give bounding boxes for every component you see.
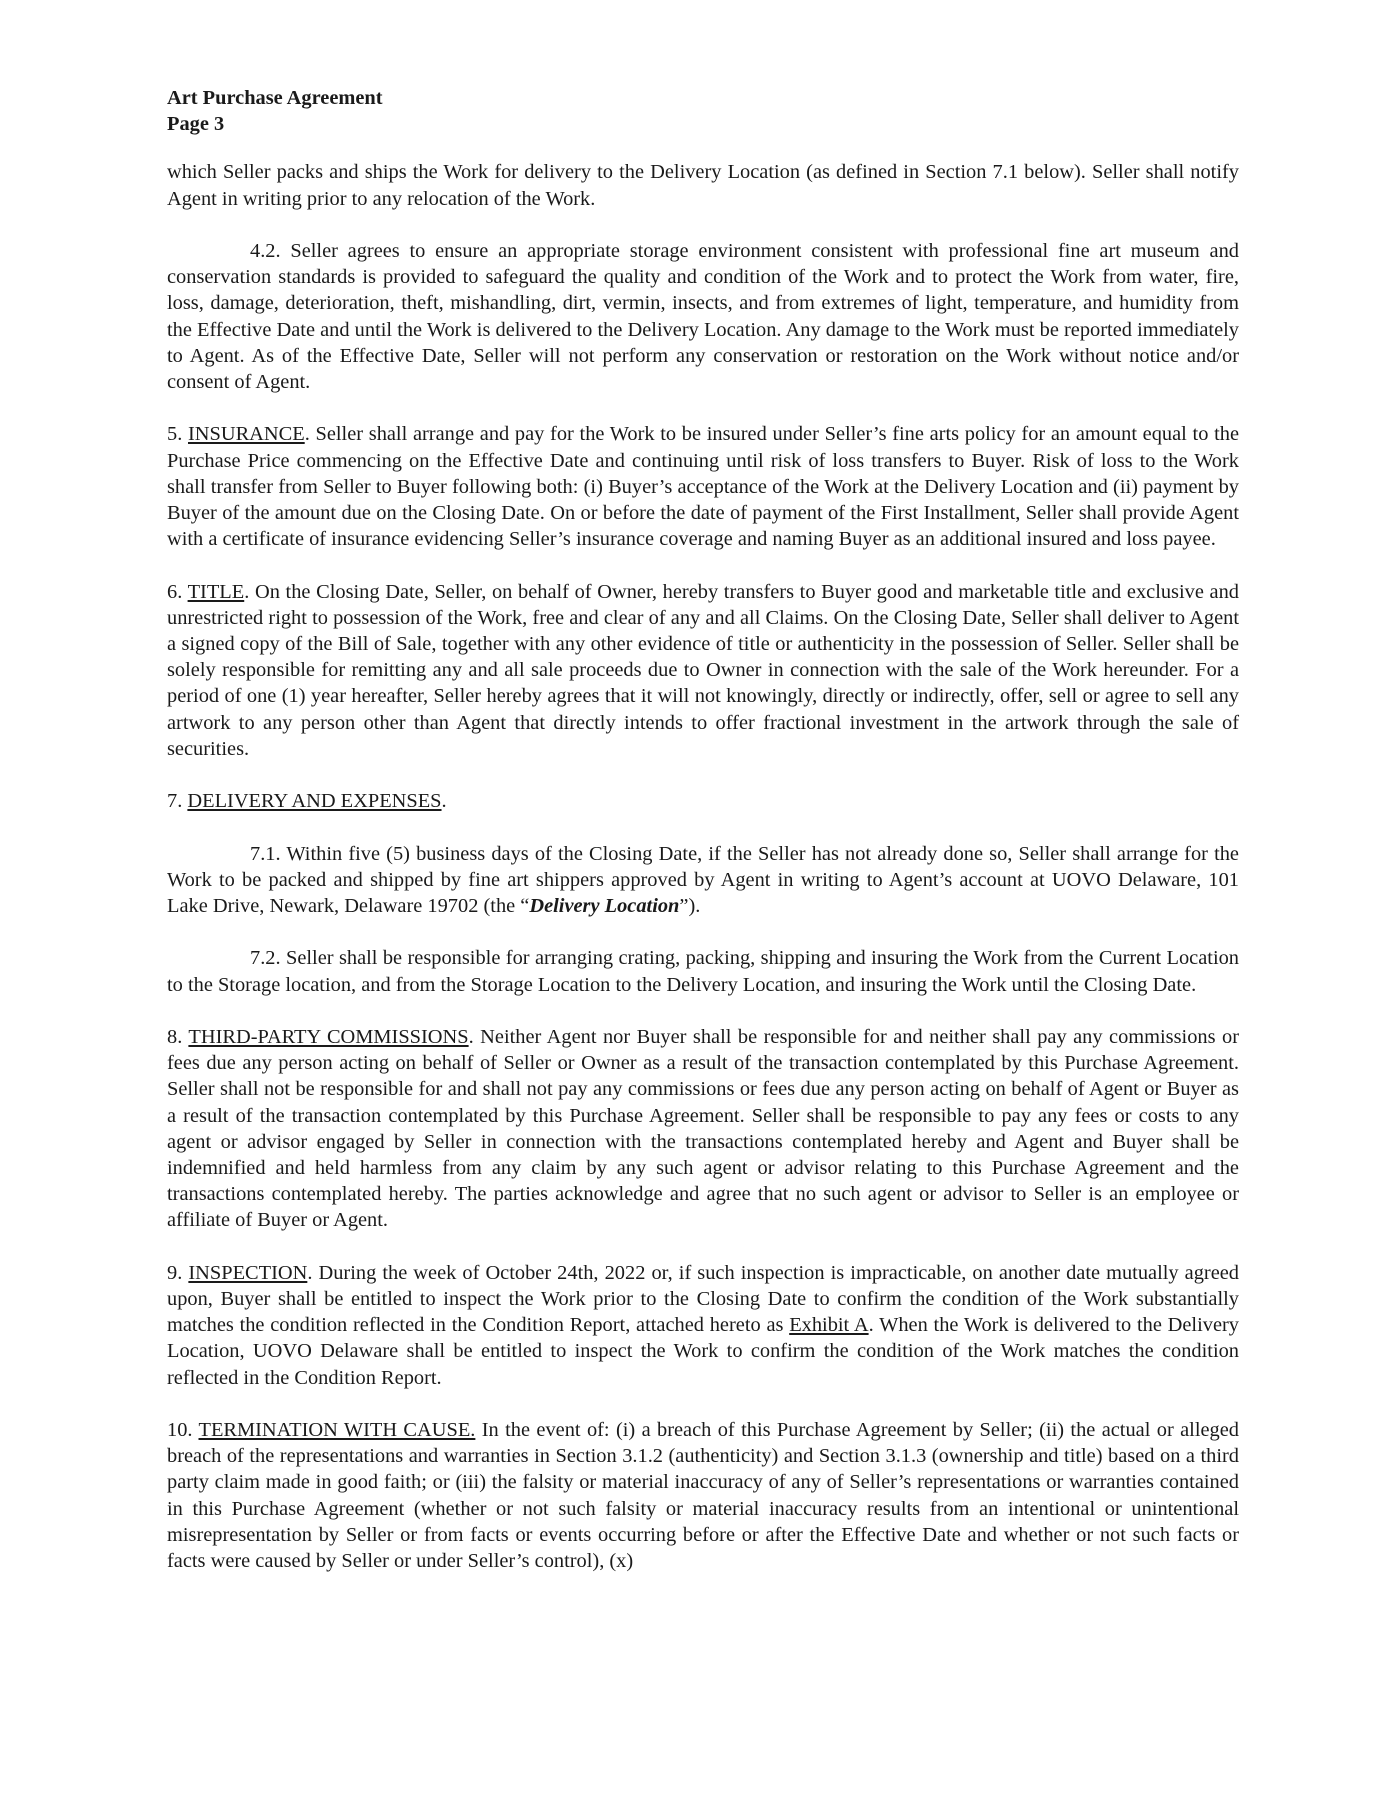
section-body: In the event of: (i) a breach of this Purchase Agreement by Seller; (ii) the actual or alleged breach of the representations and warranties in Section 3.1.2 (authenticity) and Section 3.1.3 (ownership and title) based on a third party claim made in good faith; or (iii) the falsity or material inaccuracy of any of Seller’s representations or warranties contained in this Purchase Agreement (whether or not such falsity or material inaccuracy results from an intentional or unintentional misrepresentation by Seller or from facts or events occurring before or after the Effective Date and whether or not such facts or facts were caused by Seller or under Seller’s control), (x) (167, 1419, 1239, 1573)
section-number: 10. (167, 1419, 199, 1442)
section-heading: THIRD-PARTY COMMISSIONS (188, 1026, 469, 1048)
section-number: 9. (167, 1261, 189, 1284)
section-number: 8. (167, 1026, 189, 1048)
section-body: . During the week of October 24th, 2022 or, if such inspection is impracticable, on another date mutually agreed upon, Buyer shall be entitled to inspect the Work prior to the Closing Date to confirm the condition of the Work substantially matches the condition reflected in the Condition Report, attached hereto as (167, 1261, 1240, 1337)
section-heading: INSURANCE (188, 423, 305, 446)
paragraph-4-2: 4.2. Seller agrees to ensure an appropriate storage environment consistent with professional fine art museum and conservation standards is provided to safeguard the quality and condition of the Work and to protect the Work from water, fire, loss, damage, deterioration, theft, mishandling, dirt, vermin, insects, and from extremes of light, temperature, and humidity from the Effective Date and until the Work is delivered to the Delivery Location. Any damage to the Work must be reported immediately to Agent. As of the Effective Date, Seller will not perform any conservation or restoration on the Work without notice and/or consent of Agent. (167, 240, 1239, 394)
section-heading: TERMINATION WITH CAUSE. (198, 1419, 476, 1442)
document-page (167, 85, 1239, 1600)
page-header (167, 85, 1239, 137)
section-body: . When the Work is delivered to the Delivery Location, UOVO Delaware shall be entitled to inspect the Work to confirm the condition of the Work matches the condition reflected in the Condition Report. (167, 1314, 1239, 1389)
section-number: 6. (167, 580, 188, 603)
section-10-termination (167, 1417, 1239, 1574)
section-body: . (441, 790, 447, 813)
paragraph-continuation: which Seller packs and ships the Work for delivery to the Delivery Location (as defined in Section 7.1 below). Seller shall notify Agent in writing prior to any relocation of the Work. (167, 161, 1239, 210)
exhibit-reference: Exhibit A (789, 1314, 869, 1337)
section-heading: TITLE (187, 580, 245, 603)
paragraph-text: 7.1. Within five (5) business days of the Closing Date, if the Seller has not already done so, Seller shall arrange for the Work to be packed and shipped by fine art shippers approved by Agent in writing to Agent’s account at UOVO Delaware, 101 Lake Drive, Newark, Delaware 19702 (the “ (167, 842, 1239, 918)
paragraph-7-2: 7.2. Seller shall be responsible for arranging crating, packing, shipping and insuring the Work from the Current Location to the Storage location, and from the Storage Location to the Delivery Location, and insuring the Work until the Closing Date. (167, 947, 1239, 996)
paragraph-7-1 (167, 841, 1239, 920)
defined-term: Delivery Location (529, 895, 680, 918)
section-5-insurance (167, 421, 1239, 552)
page-number: Page 3 (167, 113, 225, 136)
section-number: 5. (167, 423, 188, 446)
section-number: 7. (167, 790, 188, 813)
section-body: . Seller shall arrange and pay for the Work to be insured under Seller’s fine arts policy for an amount equal to the Purchase Price commencing on the Effective Date and continuing until risk of loss transfers to Buyer. Risk of loss to the Work shall transfer from Seller to Buyer following both: (i) Buyer’s acceptance of the Work at the Delivery Location and (ii) payment by Buyer of the amount due on the Closing Date. On or before the date of payment of the First Installment, Seller shall provide Agent with a certificate of insurance evidencing Seller’s insurance coverage and naming Buyer as an additional insured and loss payee. (167, 423, 1240, 551)
section-body: . Neither Agent nor Buyer shall be responsible for and neither shall pay any commissions or fees due any person acting on behalf of Seller or Owner as a result of the transaction contemplated by this Purchase Agreement. Seller shall not be responsible for and shall not pay any commissions or fees due any person acting on behalf of Agent or Buyer as a result of the transaction contemplated by this Purchase Agreement. Seller shall be responsible to pay any fees or costs to any agent or advisor engaged by Seller in connection with the transactions contemplated hereby and Agent and Buyer shall be indemnified and held harmless from any claim by any such agent or advisor relating to this Purchase Agreement and the transactions contemplated hereby. The parties acknowledge and agree that no such agent or advisor to Seller is an employee or affiliate of Buyer or Agent. (167, 1026, 1239, 1232)
document-title: Art Purchase Agreement (167, 87, 383, 109)
section-body: . On the Closing Date, Seller, on behalf of Owner, hereby transfers to Buyer good and marketable title and exclusive and unrestricted right to possession of the Work, free and clear of any and all Claims. On the Closing Date, Seller shall deliver to Agent a signed copy of the Bill of Sale, together with any other evidence of title or authenticity in the possession of Seller. Seller shall be solely responsible for remitting any and all sale proceeds due to Owner in connection with the sale of the Work hereunder. For a period of one (1) year hereafter, Seller hereby agrees that it will not knowingly, directly or indirectly, offer, sell or agree to sell any artwork to any person other than Agent that directly intends to offer fractional investment in the artwork through the sale of securities. (167, 580, 1239, 760)
section-heading: DELIVERY AND EXPENSES (187, 790, 442, 813)
section-7-delivery (167, 788, 1239, 814)
section-heading: INSPECTION (188, 1261, 308, 1284)
section-8-commissions (167, 1024, 1239, 1234)
paragraph-text: ”). (679, 895, 701, 918)
section-9-inspection (167, 1260, 1239, 1391)
section-6-title (167, 579, 1239, 762)
